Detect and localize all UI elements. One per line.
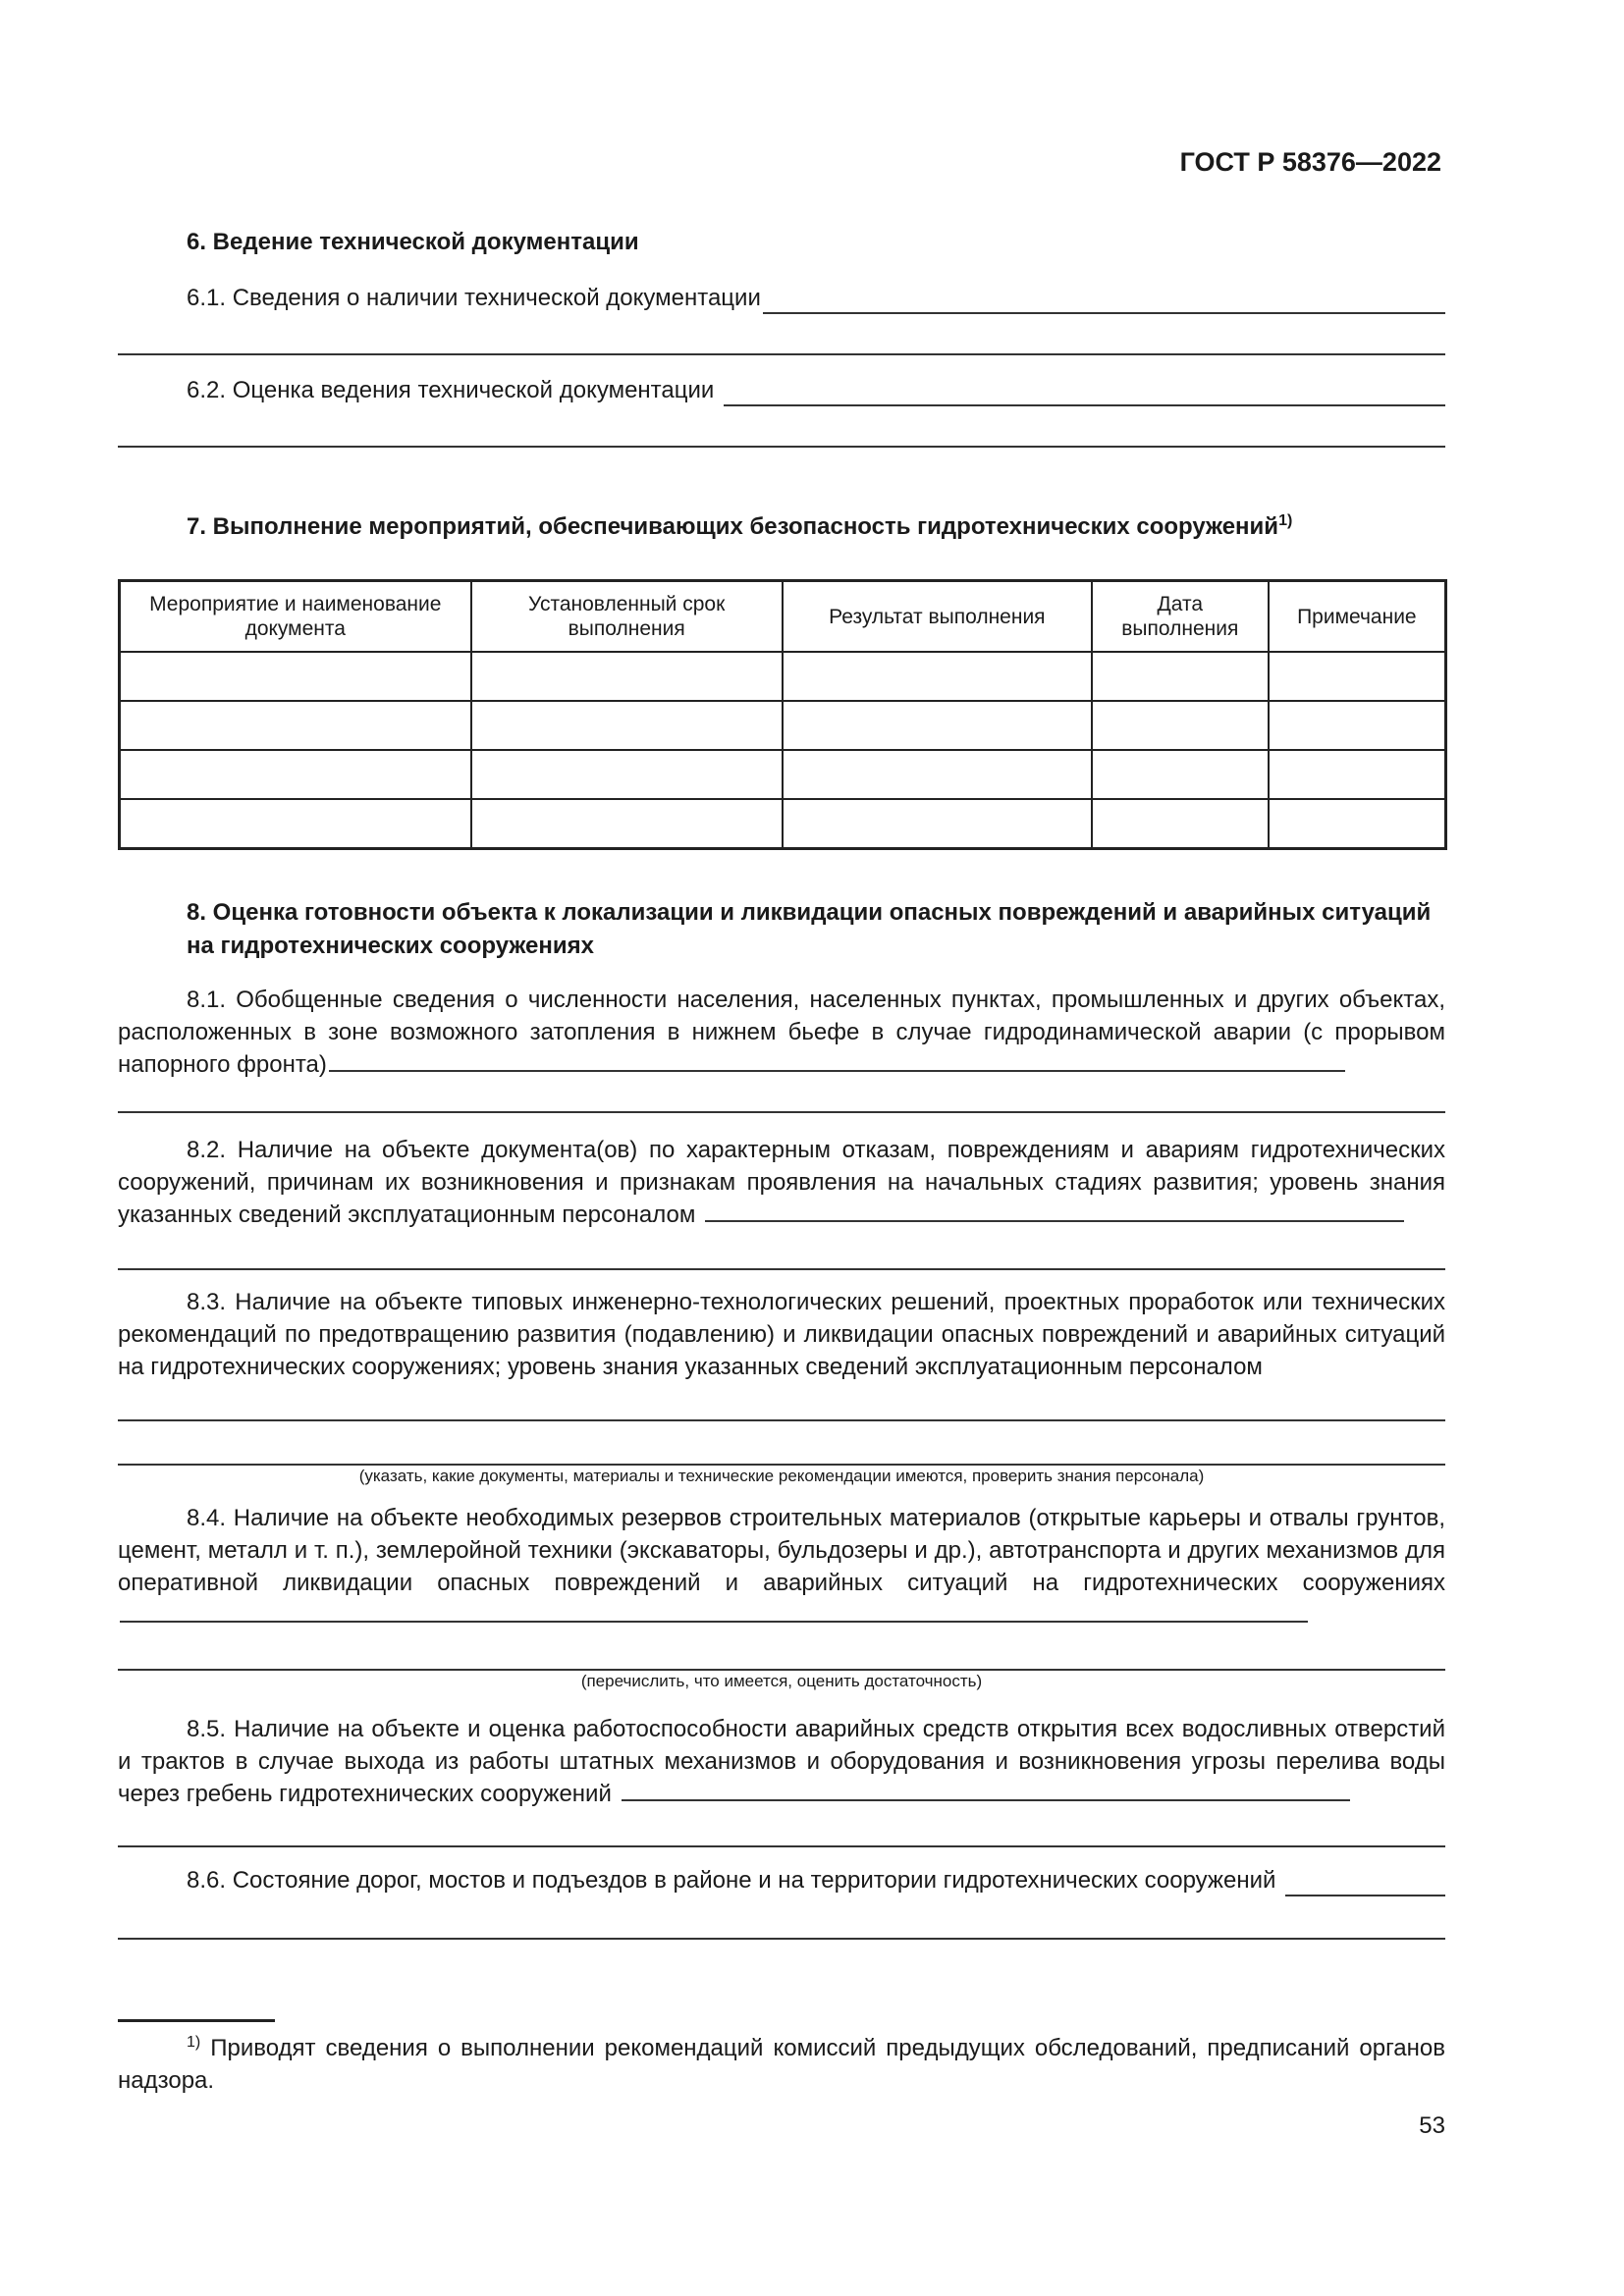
footnote xyxy=(118,2032,1445,2097)
table-cell[interactable] xyxy=(471,652,783,701)
page-number: 53 xyxy=(1419,2112,1445,2139)
item-8-1 xyxy=(118,984,1445,1081)
item-8-6-answer-line[interactable] xyxy=(118,1938,1445,1940)
item-8-2 xyxy=(118,1134,1445,1231)
item-8-2-text: 8.2. Наличие на объекте документа(ов) по характерным отказам, повреждениям и авариям гидротехнических сооружений, причинам их возникновения и признакам проявления на начальных стадиях развития; уровень знания указанных сведений эксплуатационным персоналом xyxy=(118,1137,1445,1228)
footnote-separator xyxy=(118,2019,275,2022)
item-8-2-answer-line[interactable] xyxy=(118,1268,1445,1270)
item-6-1-answer-line[interactable] xyxy=(118,353,1445,355)
table-cell[interactable] xyxy=(120,750,471,799)
item-8-6 xyxy=(118,1864,1445,1896)
item-8-3-answer-line-1[interactable] xyxy=(118,1419,1445,1421)
section-7-title-text: 7. Выполнение мероприятий, обеспечивающих безопасность гидротехнических сооружений xyxy=(187,513,1279,540)
table-cell[interactable] xyxy=(1269,799,1446,849)
measures-table xyxy=(118,579,1447,850)
table-cell[interactable] xyxy=(1092,701,1269,750)
table-row xyxy=(120,750,1446,799)
table-row xyxy=(120,799,1446,849)
item-6-1-text: 6.1. Сведения о наличии технической документации xyxy=(187,285,761,311)
table-cell[interactable] xyxy=(120,701,471,750)
table-cell[interactable] xyxy=(120,799,471,849)
table-cell[interactable] xyxy=(783,750,1092,799)
item-8-6-text: 8.6. Состояние дорог, мостов и подъездов в районе и на территории гидротехнических сооружений xyxy=(187,1867,1276,1894)
item-8-1-text: 8.1. Обобщенные сведения о численности населения, населенных пунктах, промышленных и других объектах, расположенных в зоне возможного затопления в нижнем бьефе в случае гидродинамической аварии (с прорывом напорного фронта) xyxy=(118,987,1445,1078)
section-8-title: 8. Оценка готовности объекта к локализации и ликвидации опасных повреждений и аварийных ситуаций на гидротехнических сооружениях xyxy=(187,899,1432,959)
item-6-2-answer-line[interactable] xyxy=(118,446,1445,448)
table-cell[interactable] xyxy=(471,750,783,799)
item-8-3-caption: (указать, какие документы, материалы и технические рекомендации имеются, проверить знания персонала) xyxy=(358,1467,1205,1485)
table-cell[interactable] xyxy=(1269,652,1446,701)
item-8-1-fill-line[interactable] xyxy=(329,1069,1345,1072)
section-7-footnote-mark: 1) xyxy=(1278,512,1293,529)
table-row xyxy=(120,652,1446,701)
table-cell[interactable] xyxy=(120,652,471,701)
measures-table-header-deadline: Установленный срок выполнения xyxy=(471,581,783,653)
item-8-3-answer-line-2[interactable] xyxy=(118,1464,1445,1466)
table-cell[interactable] xyxy=(1092,750,1269,799)
item-8-3-text: 8.3. Наличие на объекте типовых инженерно-технологических решений, проектных проработок или технических рекомендаций по предотвращению развития (подавлению) и ликвидации опасных повреждений и аварийных ситуаций на гидротехнических сооружениях; уровень знания указанных сведений эксплуатационным персоналом xyxy=(118,1289,1445,1380)
measures-table-header-measure: Мероприятие и наименование документа xyxy=(120,581,471,653)
table-cell[interactable] xyxy=(1092,652,1269,701)
item-8-5-fill-line[interactable] xyxy=(622,1798,1350,1801)
section-7-title xyxy=(187,510,1292,544)
item-8-1-answer-line[interactable] xyxy=(118,1111,1445,1113)
item-6-2 xyxy=(187,374,1445,406)
item-8-4-answer-line[interactable] xyxy=(118,1669,1445,1671)
item-8-5-text: 8.5. Наличие на объекте и оценка работоспособности аварийных средств открытия всех водосливных отверстий и трактов в случае выхода из работы штатных механизмов и оборудования и возникновения угрозы перелива воды через гребень гидротехнических сооружений xyxy=(118,1716,1445,1807)
measures-table-header-row xyxy=(120,581,1446,653)
footnote-mark: 1) xyxy=(187,2034,201,2051)
item-6-1 xyxy=(187,282,1445,314)
table-cell[interactable] xyxy=(471,701,783,750)
table-cell[interactable] xyxy=(1269,701,1446,750)
item-6-1-fill-line[interactable] xyxy=(763,311,1445,314)
table-row xyxy=(120,701,1446,750)
table-cell[interactable] xyxy=(1092,799,1269,849)
measures-table-header-date: Дата выполнения xyxy=(1092,581,1269,653)
section-6-title: 6. Ведение технической документации xyxy=(187,229,639,255)
item-8-4-fill-line[interactable] xyxy=(120,1620,1308,1623)
table-cell[interactable] xyxy=(783,652,1092,701)
item-8-3 xyxy=(118,1286,1445,1383)
item-8-6-fill-line[interactable] xyxy=(1285,1894,1445,1896)
footnote-text: Приводят сведения о выполнении рекомендаций комиссий предыдущих обследований, предписаний органов надзора. xyxy=(118,2035,1446,2094)
document-header-standard-id: ГОСТ Р 58376—2022 xyxy=(1179,147,1441,177)
table-cell[interactable] xyxy=(783,701,1092,750)
measures-table-header-result: Результат выполнения xyxy=(783,581,1092,653)
item-8-4 xyxy=(118,1502,1445,1631)
table-cell[interactable] xyxy=(1269,750,1446,799)
item-8-4-caption: (перечислить, что имеется, оценить достаточность) xyxy=(580,1672,983,1690)
table-cell[interactable] xyxy=(471,799,783,849)
item-6-2-fill-line[interactable] xyxy=(724,403,1445,406)
item-8-5 xyxy=(118,1713,1445,1810)
item-6-2-text: 6.2. Оценка ведения технической документации xyxy=(187,377,715,403)
table-cell[interactable] xyxy=(783,799,1092,849)
item-8-5-answer-line[interactable] xyxy=(118,1845,1445,1847)
measures-table-header-note: Примечание xyxy=(1269,581,1446,653)
item-8-4-text: 8.4. Наличие на объекте необходимых резервов строительных материалов (открытые карьеры и отвалы грунтов, цемент, металл и т. п.), землеройной техники (экскаваторы, бульдозеры и др.), автотранспорта и других механизмов для оперативной ликвидации опасных повреждений и аварийных ситуаций на гидротехнических сооружениях xyxy=(118,1505,1445,1596)
item-8-2-fill-line[interactable] xyxy=(705,1219,1404,1222)
